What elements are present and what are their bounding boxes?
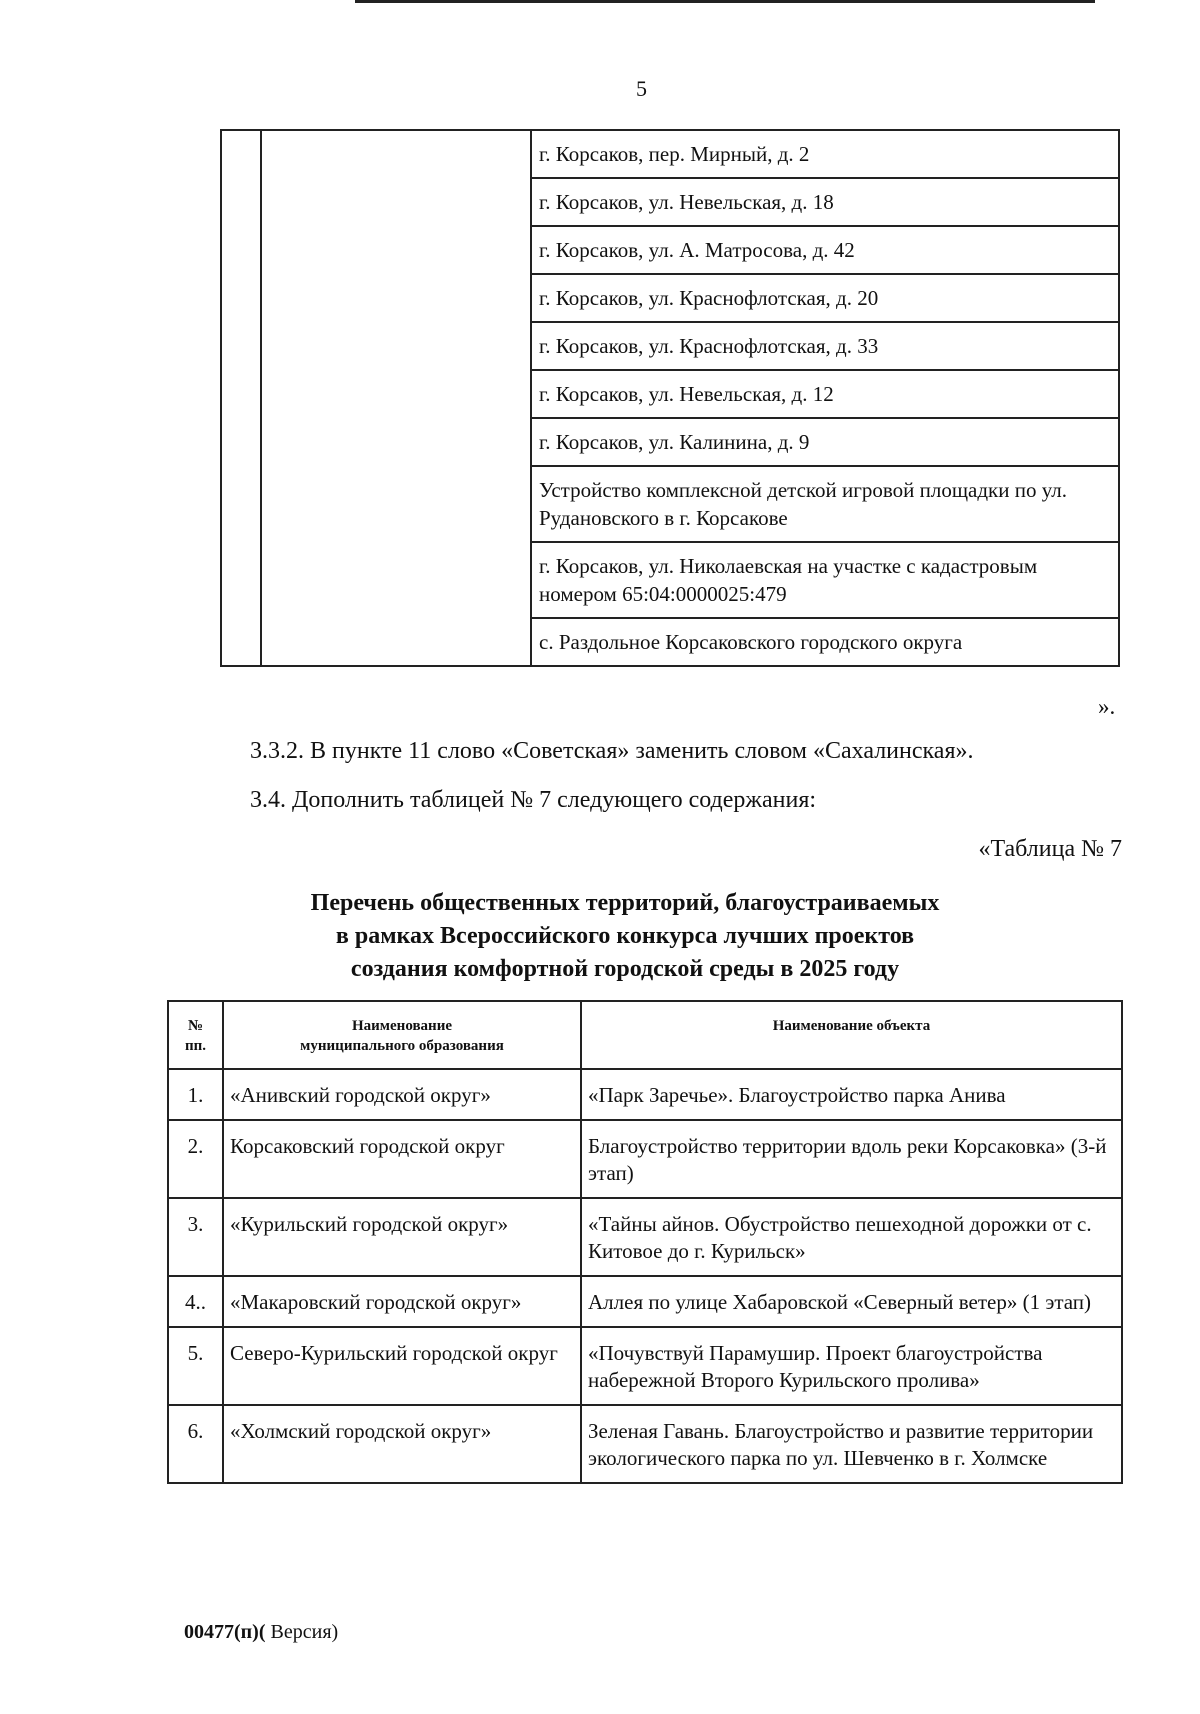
header-object: Наименование объекта [581,1001,1122,1069]
row-number: 1. [168,1069,223,1120]
table-title-line: Перечень общественных территорий, благоустраиваемых [310,890,940,916]
address-cell: г. Корсаков, ул. Краснофлотская, д. 33 [531,322,1119,370]
object-cell: Зеленая Гавань. Благоустройство и развитие территории экологического парка по ул. Шевченко в г. Холмске [581,1405,1122,1483]
address-cell: г. Корсаков, ул. Невельская, д. 12 [531,370,1119,418]
municipality-cell: «Курильский городской округ» [223,1198,581,1276]
paragraph-3-4: 3.4. Дополнить таблицей № 7 следующего содержания: [250,787,817,813]
address-cell: г. Корсаков, пер. Мирный, д. 2 [531,130,1119,178]
page-number: 5 [636,76,647,101]
table-row [168,1405,1122,1483]
row-number: 2. [168,1120,223,1198]
territories-table [167,1000,1123,1484]
address-table [220,129,1120,667]
paragraph-3-3-2: 3.3.2. В пункте 11 слово «Советская» заменить словом «Сахалинская». [250,738,974,764]
table-row [221,130,1119,178]
address-cell: г. Корсаков, ул. А. Матросова, д. 42 [531,226,1119,274]
empty-cell [221,130,261,666]
table-title [150,887,1100,986]
table-row [168,1069,1122,1120]
header-number: № пп. [168,1001,223,1069]
municipality-cell: «Анивский городской округ» [223,1069,581,1120]
address-cell: г. Корсаков, ул. Краснофлотская, д. 20 [531,274,1119,322]
table-row [168,1276,1122,1327]
address-cell: Устройство комплексной детской игровой площадки по ул. Рудановского в г. Корсакове [531,466,1119,542]
municipality-cell: Корсаковский городской округ [223,1120,581,1198]
row-number: 5. [168,1327,223,1405]
closing-quote: ». [1098,694,1116,719]
table-label: «Таблица № 7 [978,836,1122,862]
municipality-cell: Северо-Курильский городской округ [223,1327,581,1405]
address-cell: г. Корсаков, ул. Невельская, д. 18 [531,178,1119,226]
table-row [168,1327,1122,1405]
table-header-row [168,1001,1122,1069]
address-cell: с. Раздольное Корсаковского городского округа [531,618,1119,666]
object-cell: «Почувствуй Парамушир. Проект благоустройства набережной Второго Курильского пролива» [581,1327,1122,1405]
municipality-cell: «Холмский городской округ» [223,1405,581,1483]
object-cell: Аллея по улице Хабаровской «Северный ветер» (1 этап) [581,1276,1122,1327]
object-cell: «Парк Заречье». Благоустройство парка Анива [581,1069,1122,1120]
object-cell: Благоустройство территории вдоль реки Корсаковка» (3-й этап) [581,1120,1122,1198]
top-rule [355,0,1095,3]
empty-cell [261,130,531,666]
table-title-line: создания комфортной городской среды в 2025 году [350,956,900,982]
document-code: 00477(п)( Версия) [184,1621,339,1643]
municipality-cell: «Макаровский городской округ» [223,1276,581,1327]
row-number: 6. [168,1405,223,1483]
table-row [168,1120,1122,1198]
header-municipality: Наименование муниципального образования [223,1001,581,1069]
table-row [168,1198,1122,1276]
address-cell: г. Корсаков, ул. Николаевская на участке с кадастровым номером 65:04:0000025:479 [531,542,1119,618]
address-cell: г. Корсаков, ул. Калинина, д. 9 [531,418,1119,466]
object-cell: «Тайны айнов. Обустройство пешеходной дорожки от с. Китовое до г. Курильск» [581,1198,1122,1276]
row-number: 3. [168,1198,223,1276]
row-number: 4.. [168,1276,223,1327]
table-title-line: в рамках Всероссийского конкурса лучших проектов [335,923,915,949]
